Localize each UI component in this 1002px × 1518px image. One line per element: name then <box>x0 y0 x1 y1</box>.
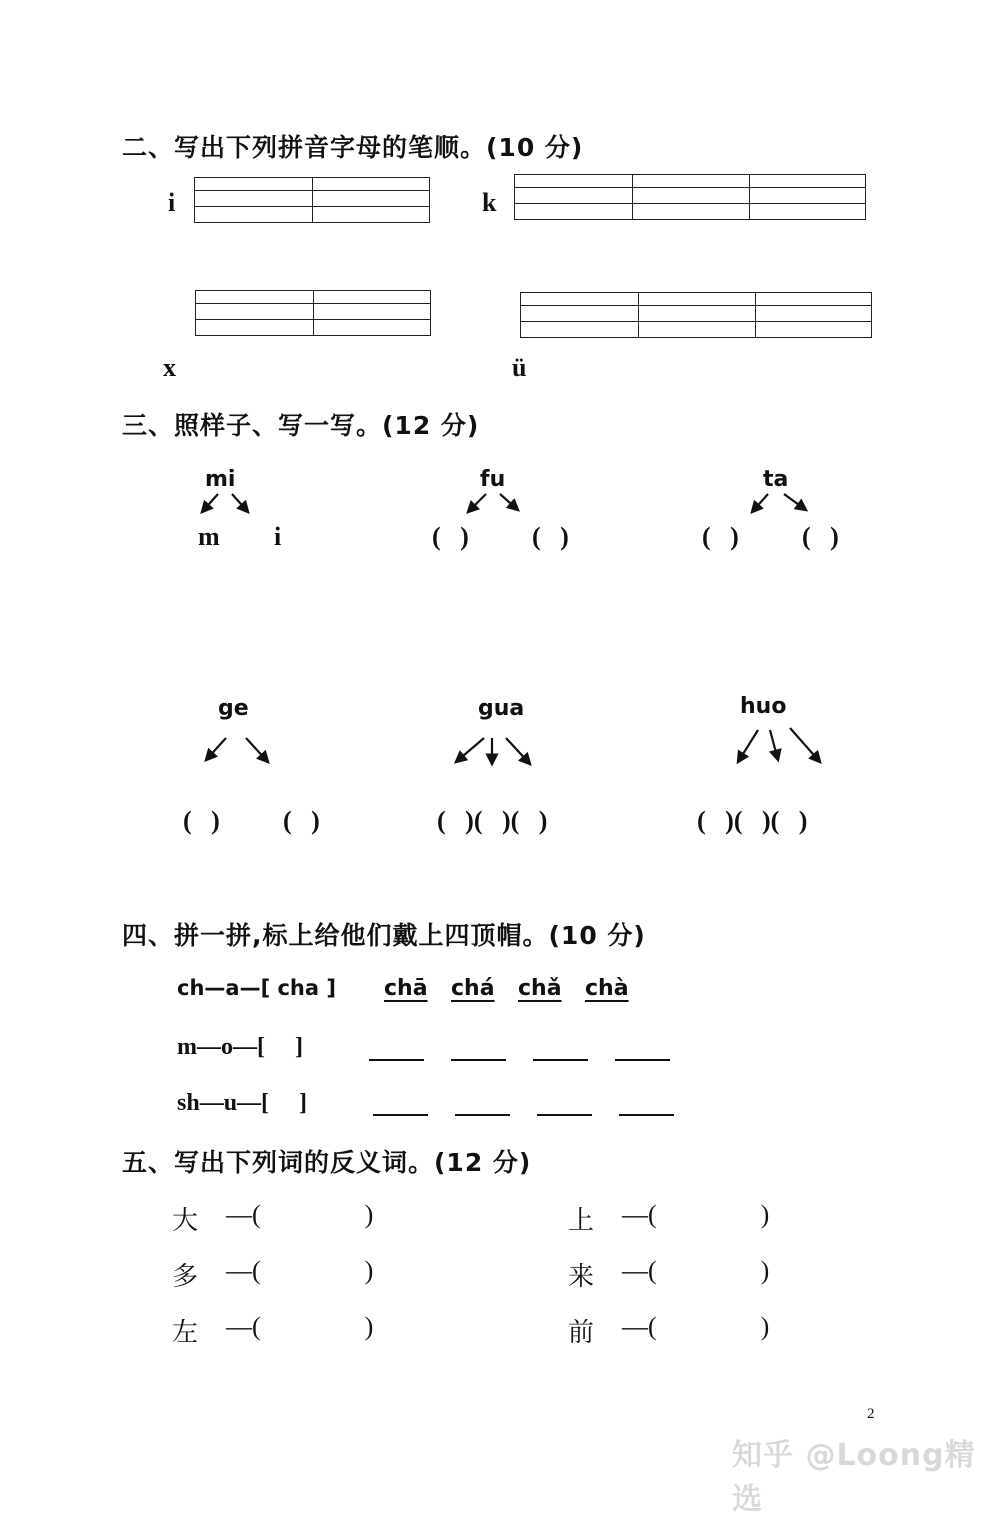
antonym-word-shang: 上 <box>568 1206 595 1236</box>
tone-blank[interactable] <box>537 1114 592 1116</box>
example-gua: gua <box>478 696 525 721</box>
tone-answer-2: chá <box>451 976 495 1001</box>
antonym-blank[interactable]: —( ) <box>226 1200 374 1229</box>
answer-paren-triple[interactable]: ( )( )( ) <box>437 806 548 835</box>
antonym-word-duo: 多 <box>172 1262 199 1292</box>
antonym-word-zuo: 左 <box>172 1318 199 1348</box>
section-3-title: 三、照样子、写一写。(12 分) <box>122 411 480 440</box>
sample-part-i: i <box>274 522 282 551</box>
letter-k: k <box>482 188 497 217</box>
formula-shu: sh—u—[ ] <box>177 1090 308 1116</box>
watermark: 知乎 @Loong精选 <box>732 1438 976 1517</box>
answer-paren[interactable]: ( ) <box>283 806 320 835</box>
section-2-title: 二、写出下列拼音字母的笔顺。(10 分) <box>122 133 584 162</box>
antonym-word-lai: 来 <box>568 1262 595 1292</box>
example-fu: fu <box>480 467 506 492</box>
formula-cha: ch—a—[ cha ] <box>177 976 336 1000</box>
tone-blank[interactable] <box>455 1114 510 1116</box>
tone-blank[interactable] <box>373 1114 428 1116</box>
tone-answer-1: chā <box>384 976 428 1001</box>
answer-paren[interactable]: ( ) <box>702 522 739 551</box>
tone-blank[interactable] <box>533 1059 588 1061</box>
tone-blank[interactable] <box>615 1059 670 1061</box>
formula-mo: m—o—[ ] <box>177 1034 303 1060</box>
example-ta: ta <box>763 467 789 492</box>
answer-paren[interactable]: ( ) <box>802 522 839 551</box>
antonym-blank[interactable]: —( ) <box>226 1256 374 1285</box>
section-4-title: 四、拼一拼,标上给他们戴上四顶帽。(10 分) <box>122 921 646 950</box>
antonym-blank[interactable]: —( ) <box>622 1200 770 1229</box>
tone-blank[interactable] <box>451 1059 506 1061</box>
section-5-title: 五、写出下列词的反义词。(12 分) <box>122 1148 532 1177</box>
answer-paren[interactable]: ( ) <box>183 806 220 835</box>
letter-i: i <box>168 188 176 217</box>
antonym-blank[interactable]: —( ) <box>226 1312 374 1341</box>
letter-u-umlaut: ü <box>512 353 527 382</box>
antonym-blank[interactable]: —( ) <box>622 1312 770 1341</box>
antonym-blank[interactable]: —( ) <box>622 1256 770 1285</box>
example-huo: huo <box>740 694 787 719</box>
tone-blank[interactable] <box>369 1059 424 1061</box>
answer-paren[interactable]: ( ) <box>432 522 469 551</box>
letter-x: x <box>163 353 176 382</box>
tone-answer-4: chà <box>585 976 629 1001</box>
antonym-word-qian: 前 <box>568 1318 595 1348</box>
answer-paren-triple[interactable]: ( )( )( ) <box>697 806 808 835</box>
page-number: 2 <box>867 1406 875 1422</box>
answer-paren[interactable]: ( ) <box>532 522 569 551</box>
antonym-word-da: 大 <box>172 1206 199 1236</box>
sample-part-m: m <box>198 522 220 551</box>
example-mi: mi <box>205 467 236 492</box>
example-ge: ge <box>218 696 249 721</box>
tone-answer-3: chǎ <box>518 976 562 1001</box>
tone-blank[interactable] <box>619 1114 674 1116</box>
